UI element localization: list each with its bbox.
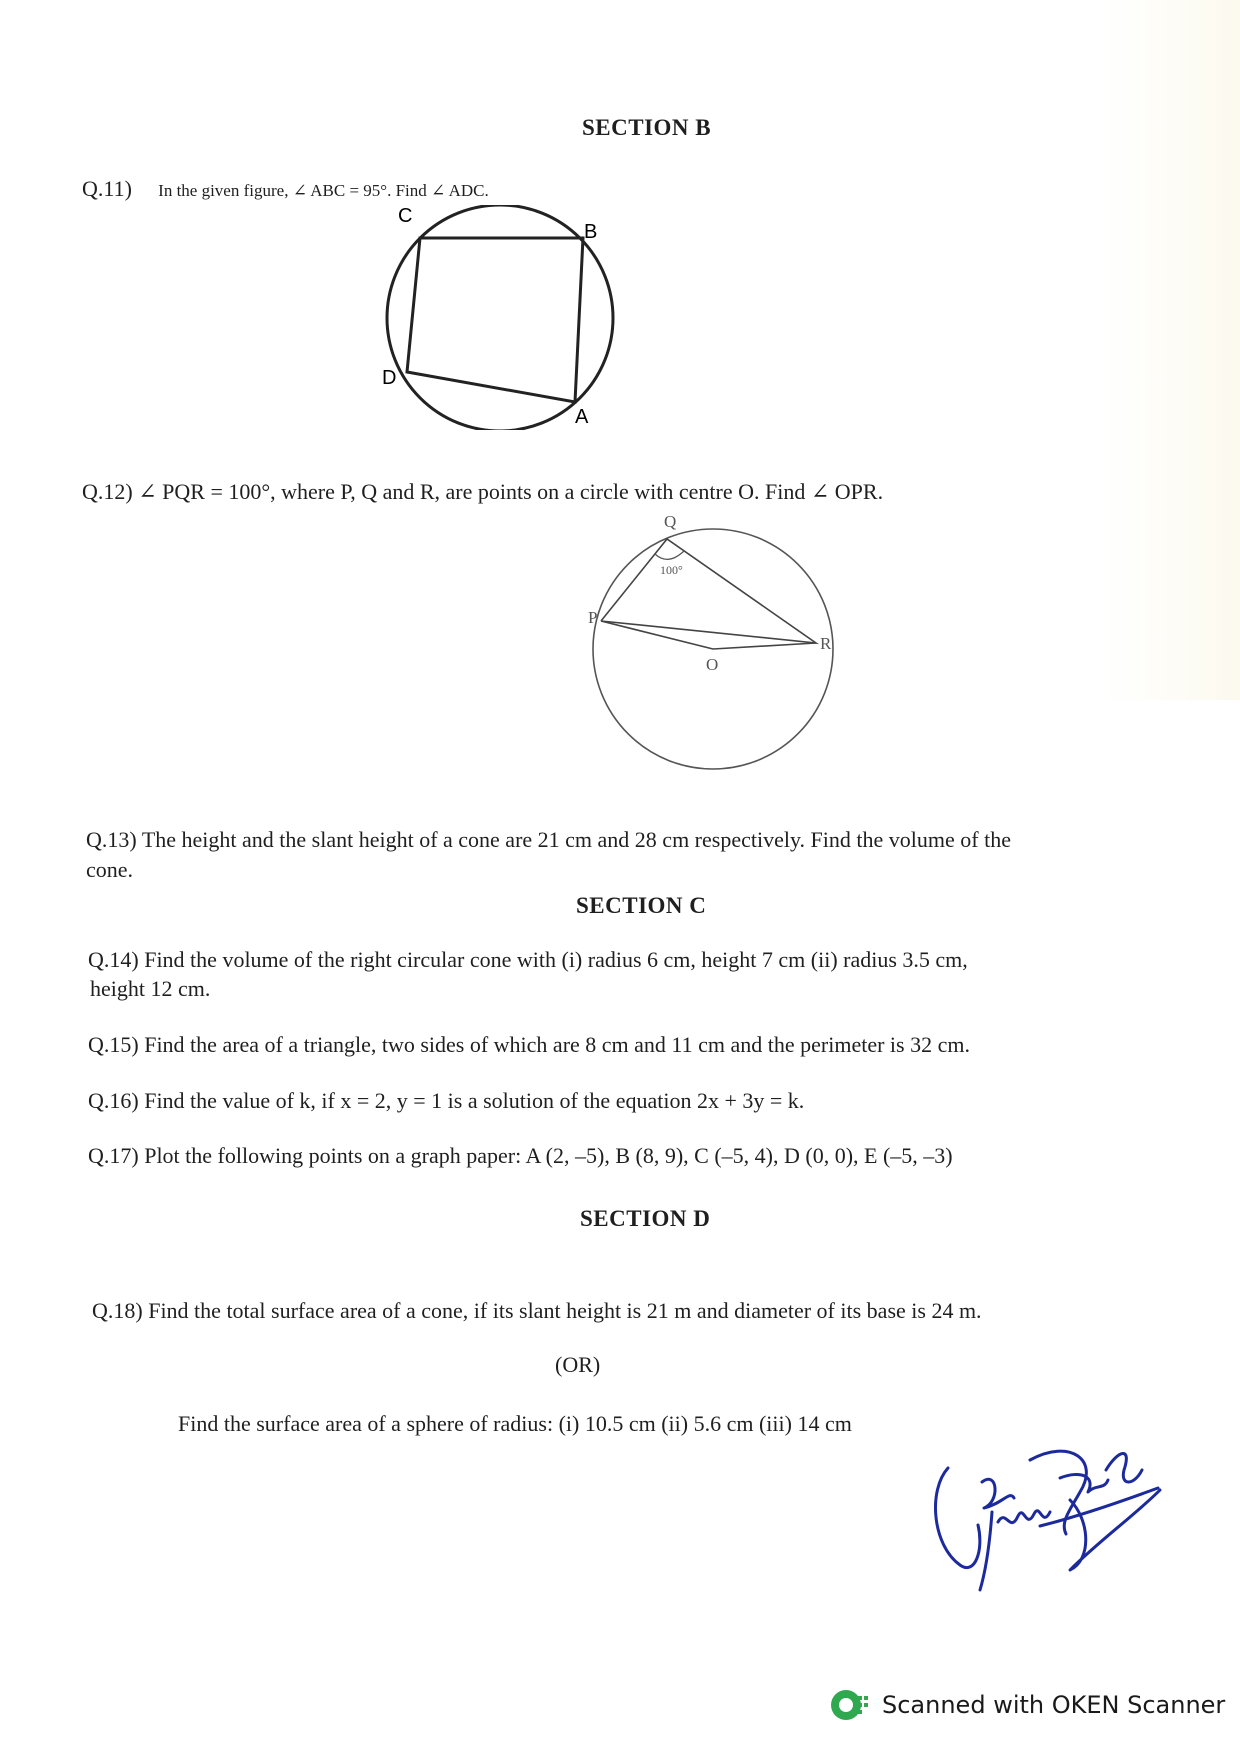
quadrilateral-abcd	[407, 238, 583, 402]
scan-shading	[1100, 0, 1240, 700]
section-d-heading: SECTION D	[580, 1206, 711, 1231]
question-16: Q.16) Find the value of k, if x = 2, y = 1 is a solution of the equation 2x + 3y = k.	[88, 1088, 805, 1113]
scanner-watermark-text: Scanned with OKEN Scanner	[882, 1691, 1226, 1719]
angle-label: 100°	[660, 563, 683, 577]
label-o: O	[706, 655, 719, 674]
label-a: A	[575, 406, 589, 428]
triangle-pqr	[601, 539, 816, 643]
label-q: Q	[664, 512, 677, 531]
circle-pqr-figure	[580, 510, 880, 775]
question-18-alternative: Find the surface area of a sphere of radius: (i) 10.5 cm (ii) 5.6 cm (iii) 14 cm	[178, 1411, 852, 1436]
cyclic-quadrilateral-figure	[370, 205, 640, 430]
signature	[920, 1430, 1180, 1605]
question-13-line-1: Q.13) The height and the slant height of a cone are 21 cm and 28 cm respectively. Find the volume of the	[86, 827, 1011, 852]
question-12: Q.12) ∠ PQR = 100°, where P, Q and R, are points on a circle with centre O. Find ∠ OPR.	[82, 479, 884, 504]
question-11	[82, 176, 489, 202]
or-label: (OR)	[555, 1352, 601, 1377]
question-15: Q.15) Find the area of a triangle, two sides of which are 8 cm and 11 cm and the perimeter is 32 cm.	[88, 1032, 970, 1057]
question-11-text: In the given figure, ∠ ABC = 95°. Find ∠ ADC.	[158, 181, 489, 200]
question-14-line-2: height 12 cm.	[90, 976, 211, 1001]
label-c: C	[398, 205, 413, 227]
scanner-logo-icon	[828, 1686, 872, 1724]
label-r: R	[820, 634, 832, 653]
section-c-heading: SECTION C	[576, 893, 707, 918]
scanner-watermark	[828, 1686, 1225, 1724]
question-11-number: Q.11)	[82, 176, 132, 201]
question-17: Q.17) Plot the following points on a graph paper: A (2, –5), B (8, 9), C (–5, 4), D (0, 0), E (–5, –3)	[88, 1143, 953, 1168]
label-b: B	[584, 221, 598, 243]
label-d: D	[382, 367, 397, 389]
angle-arc	[655, 551, 684, 559]
question-18: Q.18) Find the total surface area of a cone, if its slant height is 21 m and diameter of its base is 24 m.	[92, 1298, 982, 1323]
question-14-line-1: Q.14) Find the volume of the right circular cone with (i) radius 6 cm, height 7 cm (ii) radius 3.5 cm,	[88, 947, 968, 972]
segment-or	[713, 643, 816, 649]
segment-op	[601, 621, 713, 649]
question-13-line-2: cone.	[86, 857, 134, 882]
section-b-heading: SECTION B	[582, 115, 712, 140]
label-p: P	[588, 608, 598, 627]
